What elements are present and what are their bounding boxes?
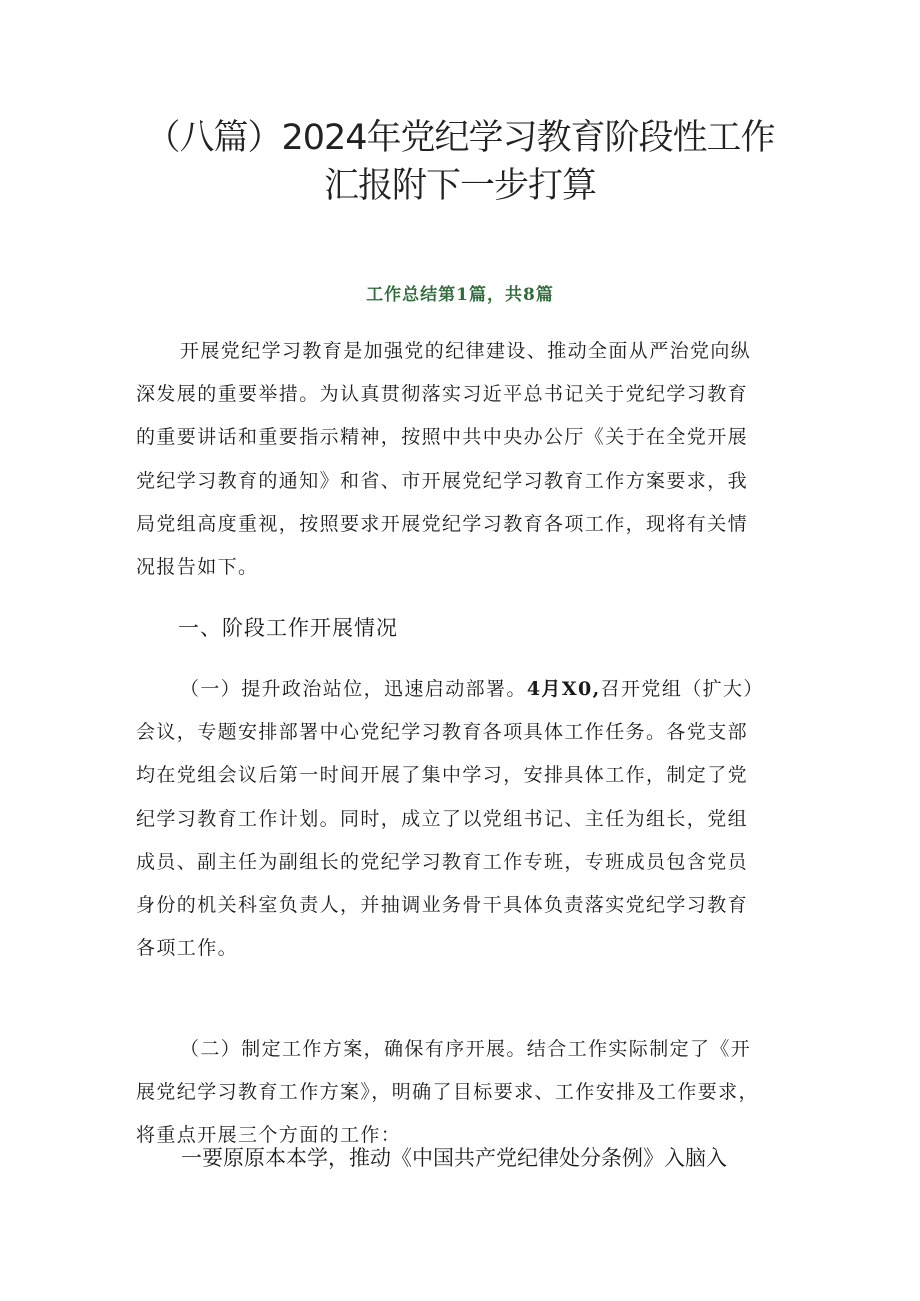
paragraph-line: 纪学习教育工作计划。同时，成立了以党组书记、主任为组长，党组: [136, 807, 749, 830]
paragraph-line: 将重点开展三个方面的工作：: [136, 1124, 402, 1147]
paragraph-line: 深发展的重要举措。为认真贯彻落实习近平总书记关于党纪学习教育: [136, 383, 749, 406]
item-1-lead: （一）提升政治站位，迅速启动部署。: [180, 678, 527, 700]
paragraph-line: 展党纪学习教育工作方案》，明确了目标要求、工作安排及工作要求，: [136, 1081, 759, 1104]
section-heading: 一、阶段工作开展情况: [178, 616, 398, 640]
paragraph-line: 况报告如下。: [136, 556, 259, 579]
paragraph-line: 身份的机关科室负责人，并抽调业务骨干具体负责落实党纪学习教育: [136, 894, 749, 917]
paragraph-line: 会议，专题安排部署中心党纪学习教育各项具体工作任务。各党支部: [136, 721, 749, 744]
document-title-line-1: （八篇）2024年党纪学习教育阶段性工作: [145, 118, 775, 158]
paragraph-line: 的重要讲话和重要指示精神，按照中共中央办公厅《关于在全党开展: [136, 426, 749, 449]
intro-paragraph: [136, 330, 796, 589]
paragraph-line: 各项工作。: [136, 937, 239, 960]
paragraph-line: 开展党纪学习教育是加强党的纪律建设、推动全面从严治党向纵: [180, 340, 752, 362]
paragraph-line: [136, 668, 796, 711]
paragraph-line: 均在党组会议后第一时间开展了集中学习，安排具体工作，制定了党: [136, 764, 749, 787]
item-1-tail: 召开党组（扩大）: [600, 678, 764, 700]
item-1-date: 4月X0,: [526, 678, 601, 700]
paragraph-line: 局党组高度重视，按照要求开展党纪学习教育各项工作，现将有关情: [136, 512, 749, 535]
item-2-paragraph: [136, 1028, 796, 1158]
document-subtitle: 工作总结第1篇，共8篇: [366, 285, 554, 305]
document-title-line-2: 汇报附下一步打算: [323, 166, 596, 206]
paragraph-line: （二）制定工作方案，确保有序开展。结合工作实际制定了《开: [180, 1038, 752, 1060]
sub-heading: 一要原原本本学，推动《中国共产党纪律处分条例》入脑入: [181, 1146, 727, 1170]
paragraph-line: 党纪学习教育的通知》和省、市开展党纪学习教育工作方案要求，我: [136, 469, 749, 492]
item-1-paragraph: [136, 668, 796, 970]
paragraph-line: 成员、副主任为副组长的党纪学习教育工作专班，专班成员包含党员: [136, 850, 749, 873]
